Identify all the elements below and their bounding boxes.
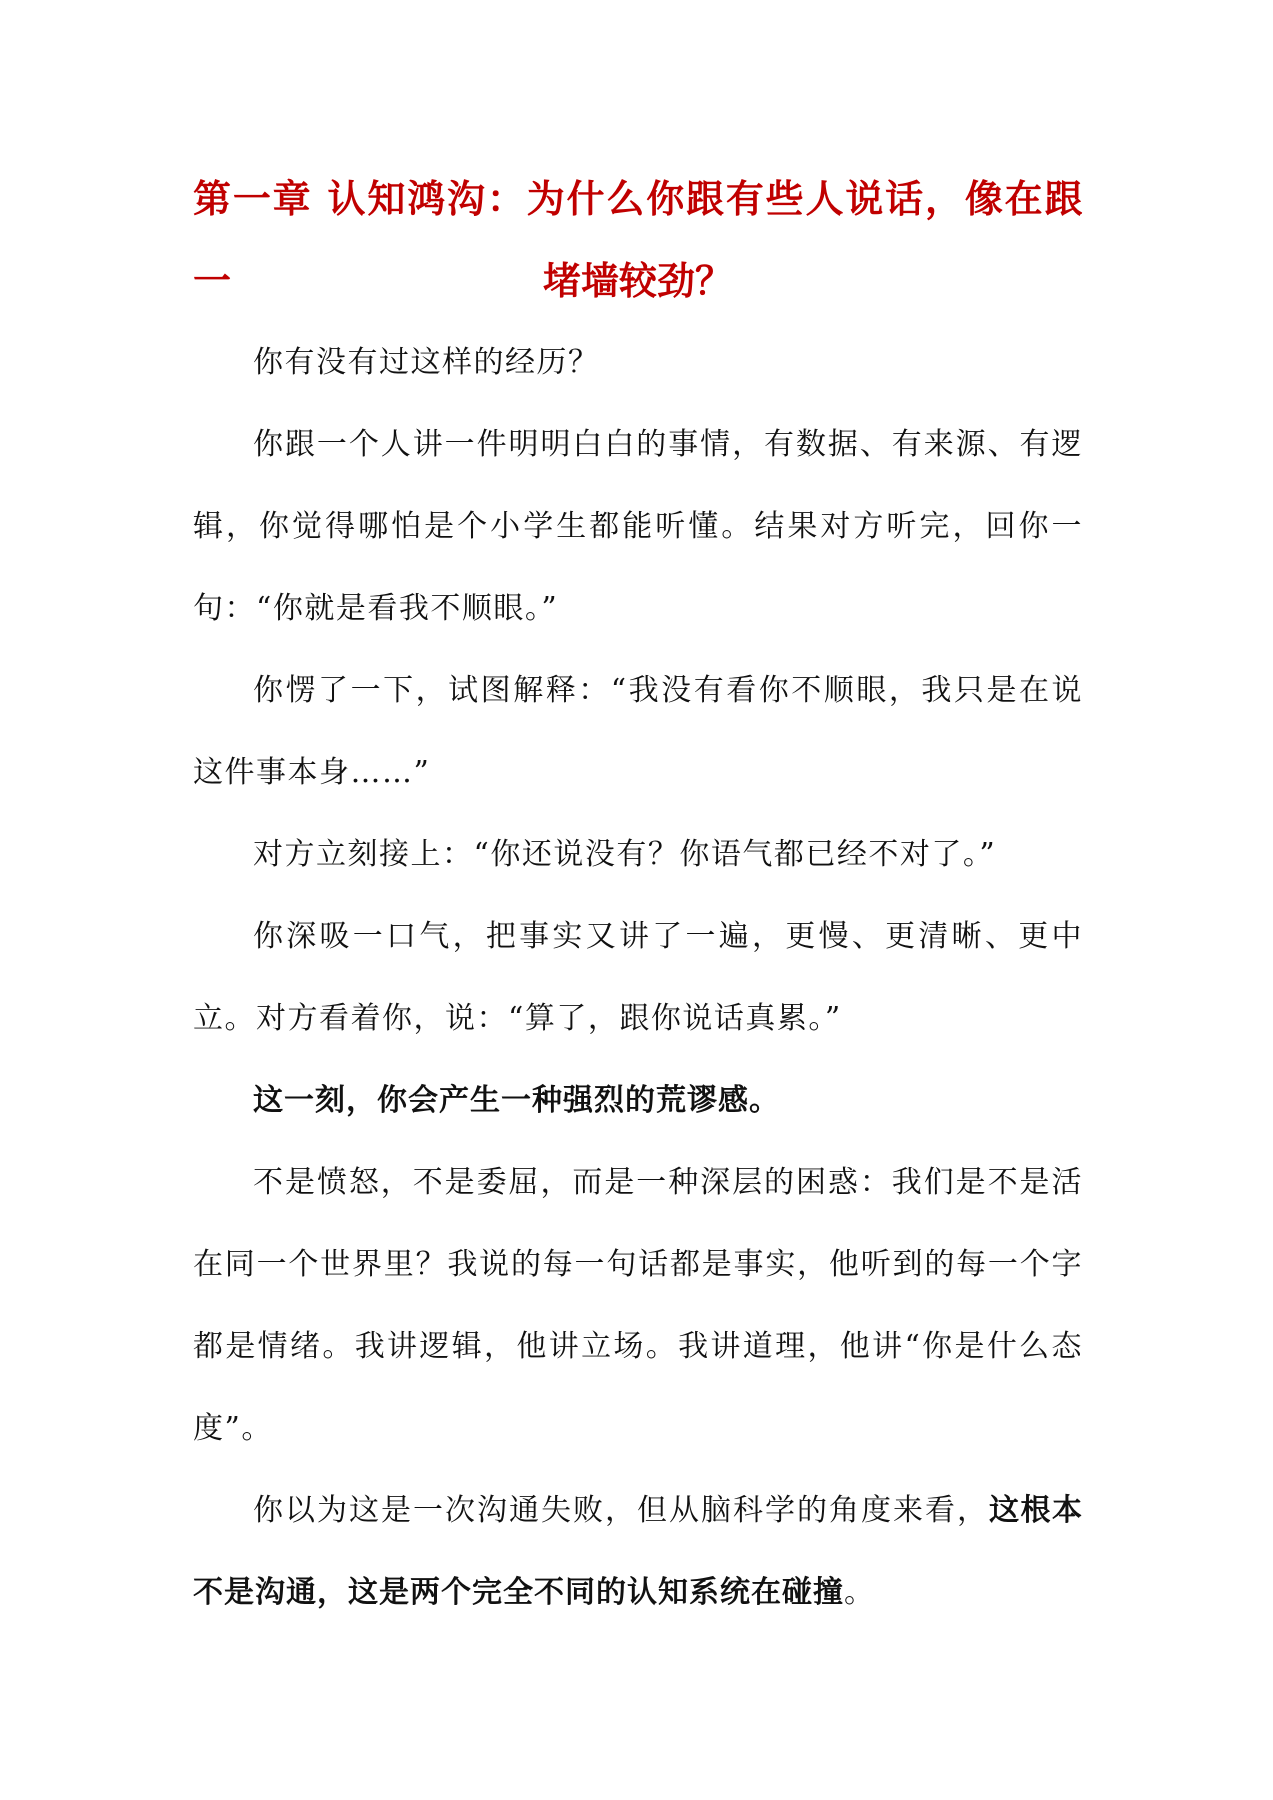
paragraph: 你有没有过这样的经历？ [253,345,600,380]
paragraph: 你深吸一口气，把事实又讲了一遍，更慢、更清晰、更中立。对方看着你，说：“算了，跟你说话真累。” [193,919,1083,1036]
emphasis-paragraph: 这一刻，你会产生一种强烈的荒谬感。 [253,1083,780,1118]
paragraph-text: 你以为这是一次沟通失败，但从脑科学的角度来看， [253,1493,989,1528]
chapter-title-line-2: 堵墙较劲？ [542,259,733,303]
paragraph-with-emphasis [193,1470,1083,1634]
emphasis-text: 这根本不是沟通，这是两个完全不同的认知系统在碰撞 [193,1493,1083,1610]
chapter-title-line-1: 第一章 认知鸿沟：为什么你跟有些人说话，像在跟一 [193,177,1083,303]
paragraph: 你愣了一下，试图解释：“我没有看你不顺眼，我只是在说这件事本身……” [193,673,1083,790]
paragraph: 不是愤怒，不是委屈，而是一种深层的困惑：我们是不是活在同一个世界里？我说的每一句话都是事实，他听到的每一个字都是情绪。我讲逻辑，他讲立场。我讲道理，他讲“你是什么态度”。 [193,1165,1083,1446]
paragraph: 你跟一个人讲一件明明白白的事情，有数据、有来源、有逻辑，你觉得哪怕是个小学生都能听懂。结果对方听完，回你一句：“你就是看我不顺眼。” [193,427,1083,626]
chapter-body [193,322,1083,1634]
paragraph: 对方立刻接上：“你还说没有？你语气都已经不对了。” [253,837,997,872]
paragraph-text-end: 。 [844,1575,876,1610]
